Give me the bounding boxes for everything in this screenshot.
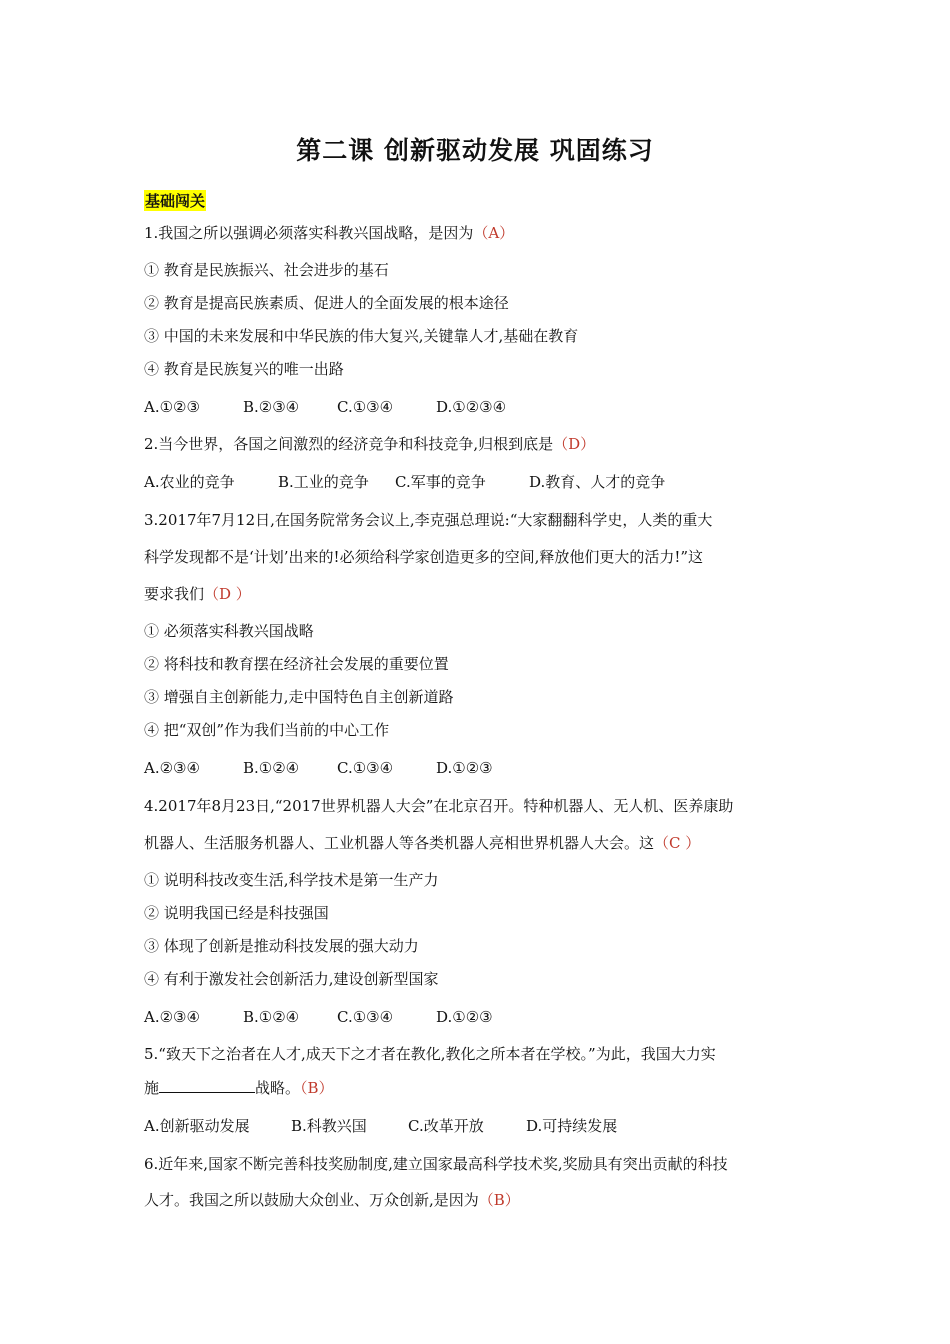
question-3-line: 科学发现都不是‘计划’出来的!必须给科学家创造更多的空间,释放他们更大的活力!”这 <box>144 548 704 566</box>
answer: （B） <box>300 1079 334 1097</box>
option: D.可持续发展 <box>526 1117 618 1135</box>
option: B.①②④ <box>243 759 300 777</box>
list-item: ③ 体现了创新是推动科技发展的强大动力 <box>144 937 419 955</box>
option: B.①②④ <box>243 1008 300 1026</box>
option: A.①②③ <box>144 398 200 416</box>
option: D.①②③ <box>436 759 493 777</box>
section-heading: 基础闯关 <box>145 192 206 210</box>
option: A.②③④ <box>144 1008 200 1026</box>
answer: （A） <box>473 224 515 242</box>
question-4-options <box>144 1007 493 1027</box>
question-6-line: 6.近年来,国家不断完善科技奖励制度,建立国家最高科学技术奖,奖励具有突出贡献的科技 <box>144 1155 728 1173</box>
fill-blank <box>159 1078 255 1093</box>
question-3-line: 3.2017年7月12日,在国务院常务会议上,李克强总理说:“大家翻翻科学史，人类的重大 <box>144 511 713 529</box>
list-item: ④ 有利于激发社会创新活力,建设创新型国家 <box>144 970 439 988</box>
question-5-options <box>144 1116 617 1136</box>
option: D.①②③ <box>436 1008 493 1026</box>
question-1-options <box>144 397 506 417</box>
list-item: ④ 教育是民族复兴的唯一出路 <box>144 360 344 378</box>
option: D.教育、人才的竞争 <box>529 473 666 491</box>
question-1-stem: 1.我国之所以强调必须落实科教兴国战略，是因为（A） <box>144 224 515 242</box>
list-item: ③ 增强自主创新能力,走中国特色自主创新道路 <box>144 688 454 706</box>
option: C.军事的竞争 <box>395 473 486 491</box>
question-2-options <box>144 472 665 492</box>
option: B.科教兴国 <box>291 1117 367 1135</box>
question-4-line: 4.2017年8月23日,“2017世界机器人大会”在北京召开。特种机器人、无人机、医养康助 <box>144 797 734 815</box>
option: A.创新驱动发展 <box>144 1117 250 1135</box>
question-3-line: 要求我们（D ） <box>144 585 251 603</box>
answer: （D） <box>553 435 596 453</box>
answer: （C ） <box>654 834 701 852</box>
question-6-line: 人才。我国之所以鼓励大众创业、万众创新,是因为（B） <box>144 1191 520 1209</box>
list-item: ② 将科技和教育摆在经济社会发展的重要位置 <box>144 655 449 673</box>
option: C.①③④ <box>337 1008 394 1026</box>
option: D.①②③④ <box>436 398 507 416</box>
option: B.②③④ <box>243 398 300 416</box>
list-item: ③ 中国的未来发展和中华民族的伟大复兴,关键靠人才,基础在教育 <box>144 327 579 345</box>
option: A.②③④ <box>144 759 200 777</box>
question-4-line: 机器人、生活服务机器人、工业机器人等各类机器人亮相世界机器人大会。这（C ） <box>144 834 701 852</box>
list-item: ① 必须落实科教兴国战略 <box>144 622 314 640</box>
page-title: 第二课 创新驱动发展 巩固练习 <box>296 136 654 165</box>
answer: （B） <box>478 1191 520 1209</box>
list-item: ④ 把“双创”作为我们当前的中心工作 <box>144 721 390 739</box>
option: B.工业的竞争 <box>278 473 369 491</box>
question-5-line: 5.“致天下之治者在人才,成天下之才者在教化,教化之所本者在学校。”为此，我国大力实 <box>144 1045 716 1063</box>
answer: （D ） <box>204 585 251 603</box>
question-3-options <box>144 758 493 778</box>
option: A.农业的竞争 <box>144 473 235 491</box>
option: C.改革开放 <box>408 1117 484 1135</box>
question-2-stem: 2.当今世界，各国之间激烈的经济竞争和科技竞争,归根到底是（D） <box>144 435 596 453</box>
list-item: ② 说明我国已经是科技强国 <box>144 904 329 922</box>
list-item: ① 说明科技改变生活,科学技术是第一生产力 <box>144 871 439 889</box>
option: C.①③④ <box>337 759 394 777</box>
list-item: ② 教育是提高民族素质、促进人的全面发展的根本途径 <box>144 294 509 312</box>
question-5-line: 施 战略。（B） <box>144 1079 334 1097</box>
option: C.①③④ <box>337 398 394 416</box>
list-item: ① 教育是民族振兴、社会进步的基石 <box>144 261 389 279</box>
